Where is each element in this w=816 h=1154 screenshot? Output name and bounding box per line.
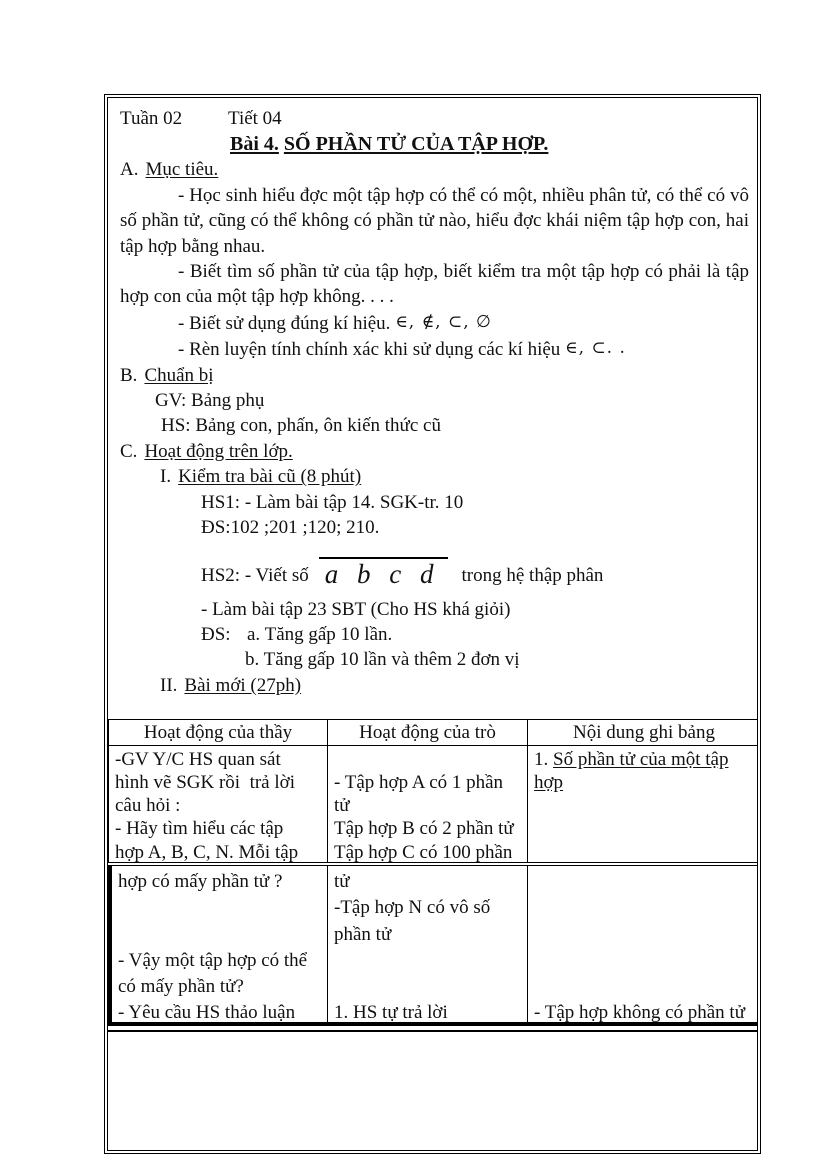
objective-4-text: - Rèn luyện tính chính xác khi sử dụng các kí hiệu: [178, 339, 561, 361]
ds2-line-b: b. Tăng gấp 10 lần và thêm 2 đơn vị: [245, 649, 520, 671]
text-line: [534, 948, 753, 974]
text-line: [534, 869, 753, 895]
part-i-title: Kiểm tra bài cũ (8 phút): [178, 466, 362, 488]
text-line: hình vẽ SGK rồi trả lời: [115, 772, 295, 794]
text-line: [118, 922, 323, 948]
col-header-student: Hoạt động của trò: [328, 720, 528, 745]
part-ii-label: II.: [160, 674, 178, 696]
objective-paragraph-2: - Biết tìm số phần tử của tập hợp, biết kiểm tra một tập hợp có phải là tập hợp con của một tập hợp không. . . .: [120, 261, 749, 308]
math-symbols-1: ∈, ∉, ⊂, ∅: [395, 311, 492, 332]
section-a-title: Mục tiêu.: [145, 159, 219, 181]
text-line: - Tập hợp không có phần tử: [534, 1002, 746, 1023]
table-row-1: [108, 746, 758, 862]
hs2-line: [201, 555, 749, 597]
ds1-line: ĐS:102 ;201 ;120; 210.: [201, 517, 380, 539]
activities-table: [108, 719, 758, 1026]
period-label: Tiết 04: [228, 108, 282, 129]
text-line: - Yêu cầu HS thảo luận: [118, 1002, 296, 1023]
row2-student-cell: [328, 866, 528, 1022]
board-note-line1: [534, 748, 756, 771]
text-line: [334, 948, 523, 974]
hs-line: HS: Bảng con, phấn, ôn kiến thức cũ: [161, 415, 441, 437]
section-c-heading: [120, 439, 749, 464]
board-note-line2: [534, 771, 756, 794]
part-i-label: I.: [160, 466, 172, 488]
row2-teacher-cell: [112, 866, 328, 1022]
row1-student-cell: [328, 746, 528, 862]
board-note-number: 1.: [534, 749, 553, 771]
text-line: [334, 748, 523, 771]
text-line: tử: [334, 871, 350, 893]
week-label: Tuần 02: [120, 108, 183, 129]
col-header-board: Nội dung ghi bảng: [573, 722, 715, 744]
page-border-frame-inner: [107, 97, 758, 1151]
part-i-heading: [160, 464, 749, 489]
text-line: câu hỏi :: [115, 795, 181, 817]
row1-board-cell: [528, 746, 758, 862]
col-header-teacher: Hoạt động của thầy: [109, 720, 328, 745]
objective-paragraph-4: [120, 336, 749, 362]
ds2-answer-a: a. Tăng gấp 10 lần.: [247, 623, 393, 645]
hs2-text-pre: HS2: - Viết số: [201, 564, 309, 586]
section-c-label: C.: [120, 440, 138, 462]
part-ii-title: Bài mới (27ph): [184, 674, 302, 696]
text-line: phần tử: [334, 923, 392, 945]
text-line: - Vậy một tập hợp có thể: [118, 949, 308, 971]
section-a-label: A.: [120, 159, 139, 181]
continuation-box: [108, 1030, 758, 1151]
text-line: - Tập hợp A có 1 phần: [334, 772, 504, 794]
row1-teacher-cell: [109, 746, 328, 862]
table-row-2: [108, 866, 758, 1026]
lesson-name: SỐ PHẦN TỬ CỦA TẬP HỢP.: [283, 133, 549, 156]
math-symbols-2: ∈, ⊂. .: [565, 338, 626, 359]
section-b-label: B.: [120, 364, 138, 386]
section-c-title: Hoạt động trên lớp.: [144, 440, 293, 462]
board-note-title-part1: Số phần tử của một tập: [553, 749, 729, 771]
lesson-title: [120, 131, 749, 157]
objective-paragraph-1: - Học sinh hiểu đợc một tập hợp có thể có một, nhiều phân tử, có thể có vô số phần tử, cũng có thể không có phần tử nào, hiểu đợc khái niệm tập hợp con, hai tập hợp bằng nhau.: [120, 184, 749, 257]
text-line: - Hãy tìm hiểu các tập: [115, 818, 284, 840]
part-ii-heading: [160, 673, 749, 698]
board-note-title-part2: hợp: [534, 772, 564, 794]
page-border-frame: [104, 94, 761, 1154]
text-line: hợp có mấy phần tử ?: [118, 871, 283, 893]
section-a-heading: [120, 157, 749, 182]
gv-line: GV: Bảng phụ: [155, 390, 265, 412]
text-line: [534, 974, 753, 1000]
text-line: 1. HS tự trả lời: [334, 1002, 448, 1023]
text-line: hợp A, B, C, N. Mỗi tập: [115, 841, 299, 863]
week-period-line: [120, 106, 749, 131]
text-line: [334, 974, 523, 1000]
overline-formula-abcd: a b c d: [319, 557, 448, 591]
text-line: [534, 895, 753, 921]
table-header-row: [108, 719, 758, 746]
row2-board-cell: [528, 866, 757, 1022]
text-line: -Tập hợp N có vô số: [334, 897, 491, 919]
text-line: tử: [334, 795, 350, 817]
text-line: có mấy phần tử?: [118, 975, 244, 997]
text-line: [534, 922, 753, 948]
text-line: -GV Y/C HS quan sát: [115, 749, 281, 771]
text-line: [118, 895, 323, 921]
hs2-line2: - Làm bài tập 23 SBT (Cho HS khá giỏi): [201, 598, 511, 620]
text-line: Tập hợp C có 100 phần: [334, 841, 513, 863]
hs1-line: HS1: - Làm bài tập 14. SGK-tr. 10: [201, 491, 464, 513]
objective-3-text: - Biết sử dụng đúng kí hiệu.: [178, 312, 391, 334]
ds2-line-a: [201, 622, 749, 647]
section-b-title: Chuẩn bị: [144, 364, 214, 386]
text-line: Tập hợp B có 2 phần tử: [334, 818, 514, 840]
hs2-text-post: trong hệ thập phân: [461, 564, 604, 586]
section-b-heading: [120, 363, 749, 388]
objective-paragraph-3: [120, 310, 749, 336]
lesson-number: Bài 4.: [230, 133, 279, 156]
ds2-label: ĐS:: [201, 623, 231, 645]
